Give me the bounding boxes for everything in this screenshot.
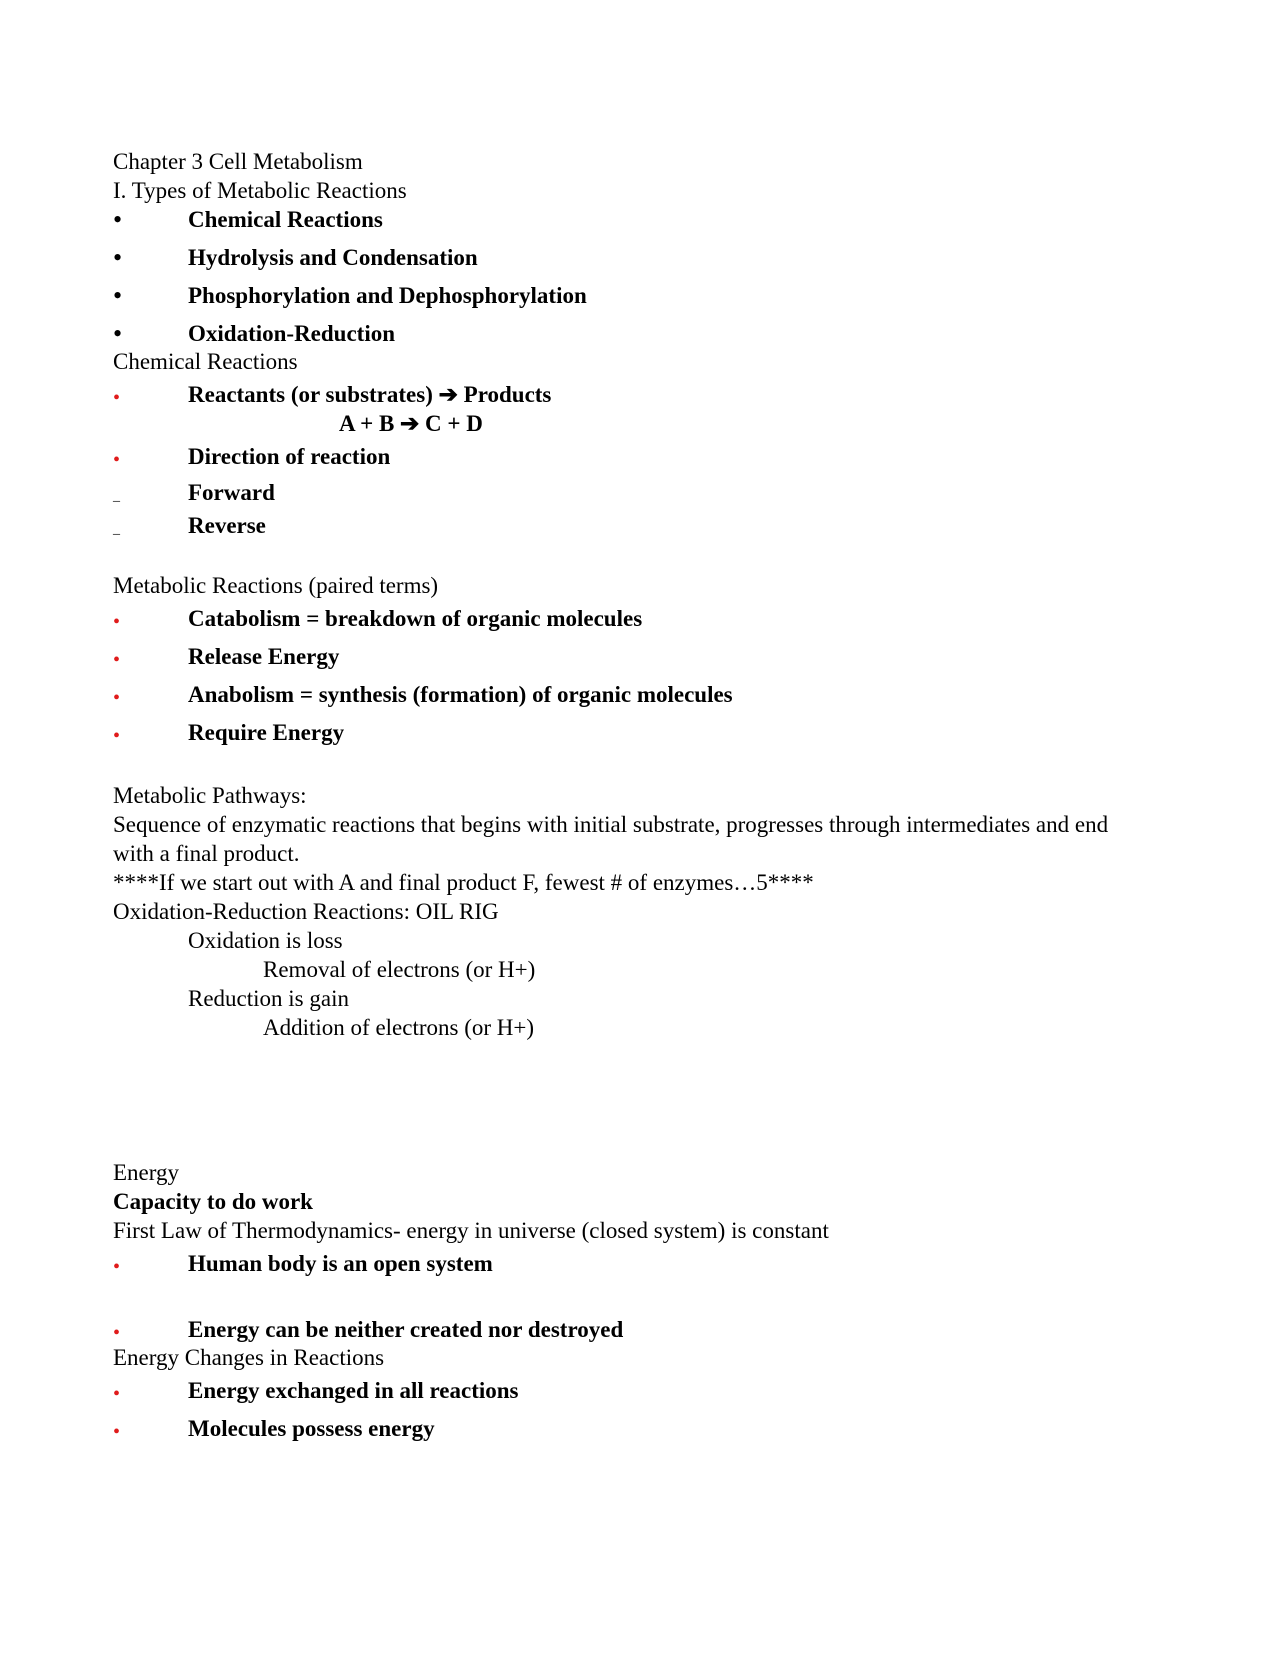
- bullet-icon: •: [113, 243, 123, 272]
- list-item: [113, 1245, 1173, 1283]
- list-item: [113, 376, 1173, 414]
- energy-definition: Capacity to do work: [113, 1189, 313, 1214]
- list-item: [113, 509, 1173, 542]
- list-item-text: Anabolism = synthesis (formation) of organic molecules: [188, 682, 733, 707]
- list-item: [113, 1410, 1173, 1448]
- list-item: [113, 315, 1173, 353]
- list-item-text: Require Energy: [188, 720, 345, 745]
- red-bullet-icon: •: [113, 725, 121, 747]
- red-bullet-icon: •: [113, 687, 121, 709]
- list-item-text: Oxidation-Reduction: [188, 321, 396, 346]
- list-item-text: Release Energy: [188, 644, 340, 669]
- document-page: [113, 147, 1173, 1448]
- dash-bullet-icon: _: [113, 489, 120, 504]
- list-item-text: Energy exchanged in all reactions: [188, 1378, 519, 1403]
- red-bullet-icon: •: [113, 1383, 121, 1405]
- first-law-line: First Law of Thermodynamics- energy in universe (closed system) is constant: [113, 1218, 829, 1243]
- list-item: [113, 638, 1173, 676]
- list-item: [113, 277, 1173, 315]
- section-heading-redox: Oxidation-Reduction Reactions: OIL RIG: [113, 899, 499, 924]
- reduction-detail: Addition of electrons (or H+): [263, 1015, 535, 1040]
- bullet-icon: •: [113, 319, 123, 348]
- list-item: [113, 476, 1173, 509]
- list-item-text: Catabolism = breakdown of organic molecules: [188, 606, 643, 631]
- list-item-text: Chemical Reactions: [188, 207, 383, 232]
- list-item: [113, 1311, 1173, 1349]
- red-bullet-icon: •: [113, 387, 121, 409]
- oxidation-line: Oxidation is loss: [188, 928, 343, 953]
- list-item-text: Hydrolysis and Condensation: [188, 245, 478, 270]
- pathways-note: ****If we start out with A and final product F, fewest # of enzymes…5****: [113, 870, 814, 895]
- oxidation-detail: Removal of electrons (or H+): [263, 957, 536, 982]
- section-heading-energy-changes: Energy Changes in Reactions: [113, 1345, 385, 1370]
- section-heading-metabolic-reactions: Metabolic Reactions (paired terms): [113, 573, 439, 598]
- red-bullet-icon: •: [113, 1421, 121, 1443]
- chapter-title: Chapter 3 Cell Metabolism: [113, 149, 363, 174]
- section-heading-chemical-reactions: Chemical Reactions: [113, 349, 298, 374]
- list-item: [113, 600, 1173, 638]
- list-item-text: Direction of reaction: [188, 444, 391, 469]
- red-bullet-icon: •: [113, 611, 121, 633]
- section-heading-metabolic-pathways: Metabolic Pathways:: [113, 783, 307, 808]
- list-item: [113, 714, 1173, 752]
- list-item: [113, 438, 1173, 476]
- spacer: [113, 752, 1173, 781]
- reaction-equation: A + B ➔ C + D: [339, 411, 483, 436]
- spacer: [113, 542, 1173, 571]
- spacer: [113, 1042, 1173, 1158]
- list-item: [113, 676, 1173, 714]
- section-heading-types: I. Types of Metabolic Reactions: [113, 178, 407, 203]
- list-item-text: Reverse: [188, 513, 266, 538]
- section-heading-energy: Energy: [113, 1160, 180, 1185]
- list-item: [113, 201, 1173, 239]
- red-bullet-icon: •: [113, 449, 121, 471]
- pathways-description: Sequence of enzymatic reactions that begins with initial substrate, progresses through intermediates and end with a final product.: [113, 812, 1109, 866]
- list-item-text: Molecules possess energy: [188, 1416, 435, 1441]
- bullet-icon: •: [113, 205, 123, 234]
- red-bullet-icon: •: [113, 649, 121, 671]
- dash-bullet-icon: _: [113, 522, 120, 537]
- reduction-line: Reduction is gain: [188, 986, 349, 1011]
- list-item-text: Energy can be neither created nor destroyed: [188, 1317, 624, 1342]
- list-item: [113, 239, 1173, 277]
- bullet-icon: •: [113, 281, 123, 310]
- list-item-text: Human body is an open system: [188, 1251, 493, 1276]
- red-bullet-icon: •: [113, 1256, 121, 1278]
- red-bullet-icon: •: [113, 1322, 121, 1344]
- list-item-text: Reactants (or substrates) ➔ Products: [188, 382, 552, 407]
- list-item-text: Forward: [188, 480, 275, 505]
- spacer: [113, 1283, 1173, 1311]
- list-item-text: Phosphorylation and Dephosphorylation: [188, 283, 587, 308]
- list-item: [113, 1372, 1173, 1410]
